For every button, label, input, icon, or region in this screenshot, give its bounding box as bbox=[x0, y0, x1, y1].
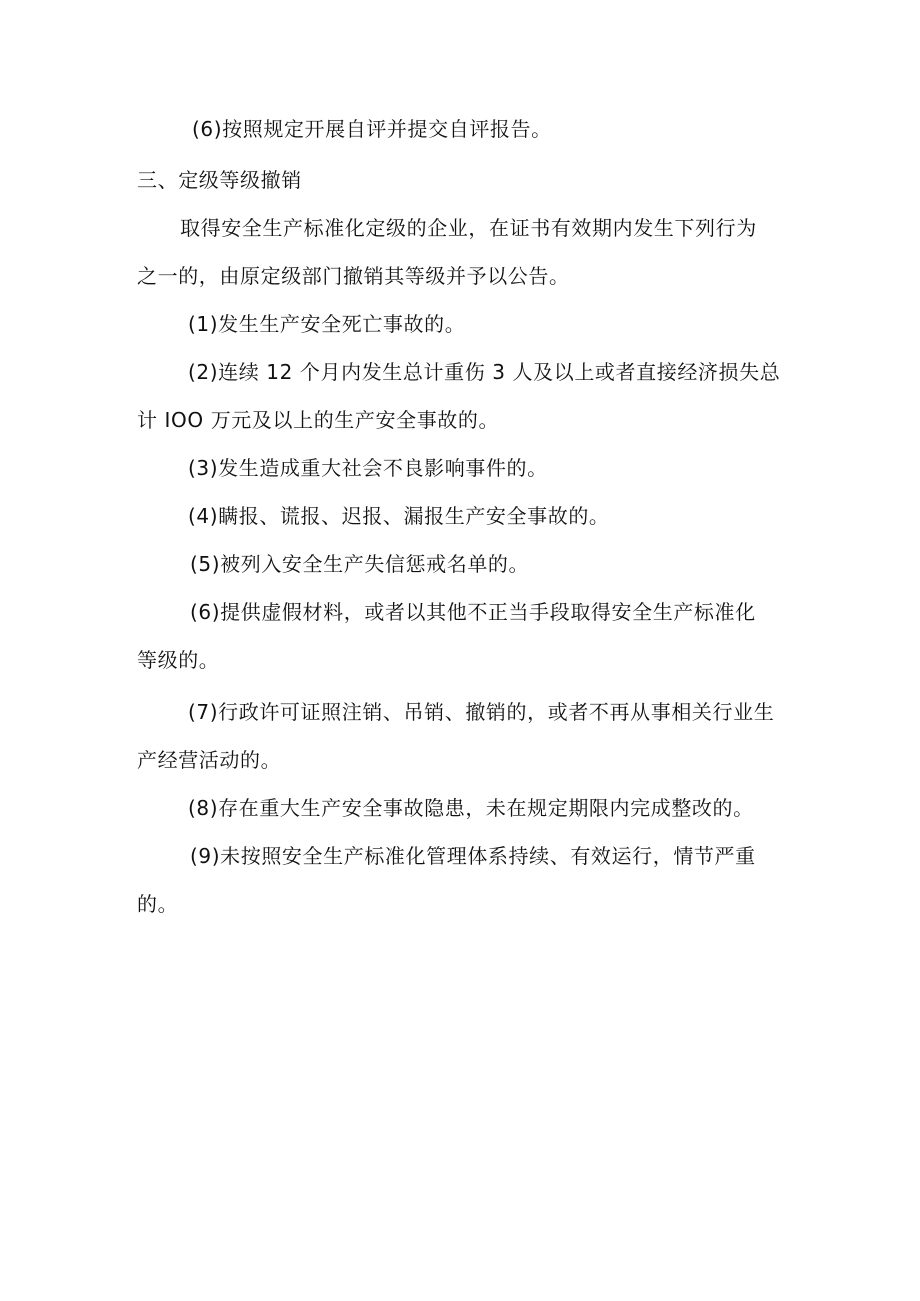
section-heading-revocation: 三、定级等级撤销 bbox=[137, 168, 302, 192]
list-item-2-line-2: 计 IOO 万元及以上的生产安全事故的。 bbox=[137, 408, 500, 432]
list-item-5: (5)被列入安全生产失信惩戒名单的。 bbox=[190, 552, 530, 576]
list-item-3: (3)发生造成重大社会不良影响事件的。 bbox=[188, 456, 548, 480]
list-item-7-line-2: 产经营活动的。 bbox=[137, 748, 282, 772]
list-item-8: (8)存在重大生产安全事故隐患，未在规定期限内完成整改的。 bbox=[188, 796, 754, 820]
list-item-6-line-2: 等级的。 bbox=[137, 648, 220, 672]
list-item-9-line-2: 的。 bbox=[137, 892, 179, 916]
list-item-4: (4)瞒报、谎报、迟报、漏报生产安全事故的。 bbox=[188, 504, 610, 528]
list-item-9-line-1: (9)未按照安全生产标准化管理体系持续、有效运行，情节严重 bbox=[190, 844, 756, 868]
list-item-7-line-1: (7)行政许可证照注销、吊销、撤销的，或者不再从事相关行业生 bbox=[188, 700, 775, 724]
text-line-intro-2: 之一的，由原定级部门撤销其等级并予以公告。 bbox=[137, 264, 570, 288]
list-item-2-line-1: (2)连续 12 个月内发生总计重伤 3 人及以上或者直接经济损失总 bbox=[188, 360, 781, 384]
list-item-6-line-1: (6)提供虚假材料，或者以其他不正当手段取得安全生产标准化 bbox=[190, 600, 756, 624]
text-line-intro-1: 取得安全生产标准化定级的企业，在证书有效期内发生下列行为 bbox=[180, 216, 757, 240]
text-line-self-assessment: (6)按照规定开展自评并提交自评报告。 bbox=[192, 117, 552, 141]
list-item-1: (1)发生生产安全死亡事故的。 bbox=[188, 312, 466, 336]
